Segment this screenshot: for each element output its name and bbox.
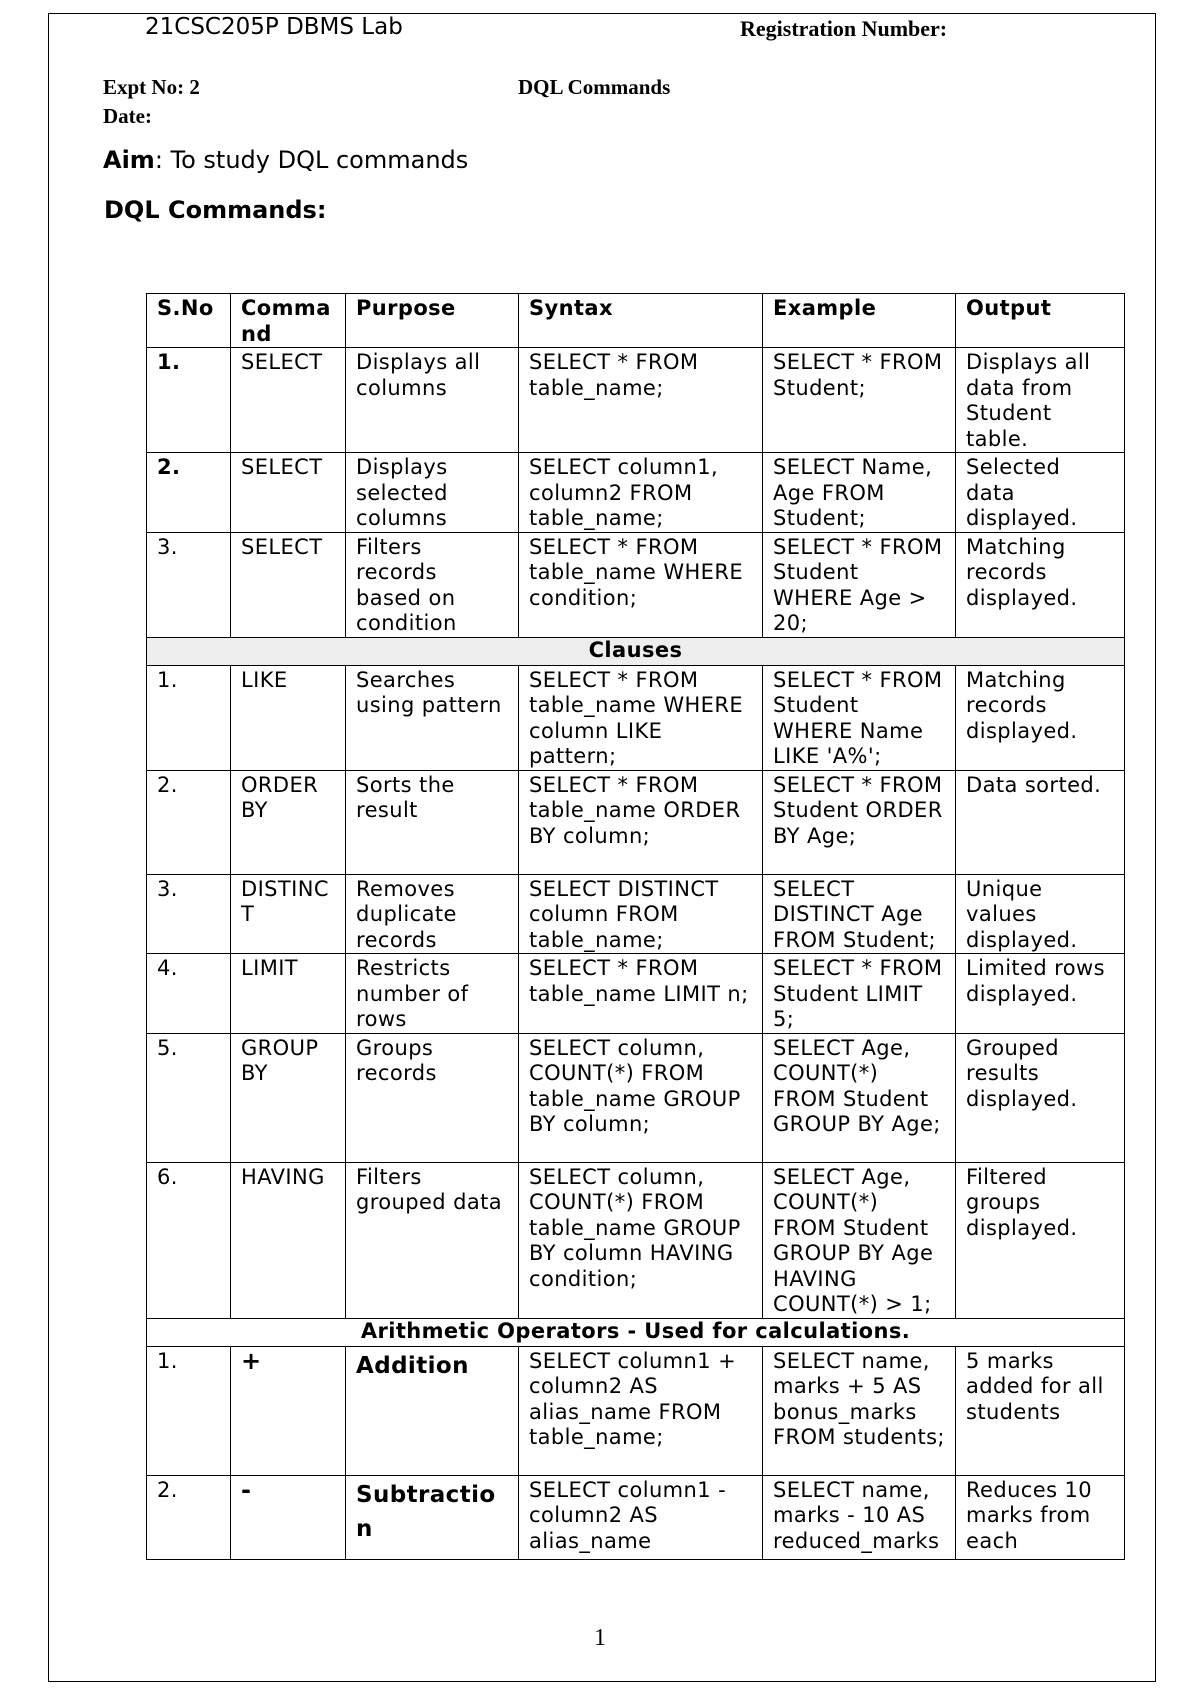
cell-command: GROUP BY [231, 1033, 346, 1162]
cell-purpose: Displays all columns [346, 348, 519, 453]
header-sno: S.No [147, 294, 231, 348]
cell-syntax: SELECT column, COUNT(*) FROM table_name GROUP BY column; [519, 1033, 763, 1162]
cell-output: Selected data displayed. [956, 453, 1125, 533]
header-command: Command [231, 294, 346, 348]
cell-syntax: SELECT column1, column2 FROM table_name; [519, 453, 763, 533]
cell-example: SELECT * FROM Student; [763, 348, 956, 453]
cell-operator: - [231, 1475, 346, 1559]
table-row [147, 1475, 1125, 1559]
cell-syntax: SELECT column1 - column2 AS alias_name [519, 1475, 763, 1559]
cell-sno: 3. [147, 532, 231, 637]
course-code: 21CSC205P DBMS Lab [145, 14, 403, 40]
cell-syntax: SELECT column1 + column2 AS alias_name FROM table_name; [519, 1346, 763, 1475]
table-row [147, 665, 1125, 770]
cell-example: SELECT Age, COUNT(*) FROM Student GROUP BY Age HAVING COUNT(*) > 1; [763, 1162, 956, 1318]
cell-command: LIMIT [231, 954, 346, 1034]
cell-purpose: Restricts number of rows [346, 954, 519, 1034]
table-row [147, 453, 1125, 533]
experiment-number: Expt No: 2 [103, 75, 200, 99]
date-label: Date: [103, 104, 152, 128]
registration-number-label: Registration Number: [740, 16, 948, 41]
page-number: 1 [594, 1625, 606, 1651]
cell-syntax: SELECT * FROM table_name WHERE condition; [519, 532, 763, 637]
cell-sno: 2. [147, 1475, 231, 1559]
cell-example: SELECT Age, COUNT(*) FROM Student GROUP BY Age; [763, 1033, 956, 1162]
cell-example: SELECT * FROM Student LIMIT 5; [763, 954, 956, 1034]
cell-command: HAVING [231, 1162, 346, 1318]
cell-purpose: Displays selected columns [346, 453, 519, 533]
arithmetic-section-row [147, 1318, 1125, 1346]
cell-output: Displays all data from Student table. [956, 348, 1125, 453]
cell-output: Unique values displayed. [956, 874, 1125, 954]
dql-commands-table [146, 293, 1125, 1560]
cell-sno: 1. [147, 665, 231, 770]
arithmetic-title: Arithmetic Operators - Used for calculations. [147, 1318, 1125, 1346]
cell-command: SELECT [231, 453, 346, 533]
header-example: Example [763, 294, 956, 348]
cell-example: SELECT Name, Age FROM Student; [763, 453, 956, 533]
cell-purpose: Sorts the result [346, 770, 519, 874]
cell-sno: 2. [147, 453, 231, 533]
cell-output: Filtered groups displayed. [956, 1162, 1125, 1318]
cell-example: SELECT DISTINCT Age FROM Student; [763, 874, 956, 954]
cell-syntax: SELECT * FROM table_name ORDER BY column; [519, 770, 763, 874]
table-row [147, 954, 1125, 1034]
cell-command: DISTINCT [231, 874, 346, 954]
cell-sno: 1. [147, 1346, 231, 1475]
cell-operator: + [231, 1346, 346, 1475]
cell-example: SELECT name, marks + 5 AS bonus_marks FROM students; [763, 1346, 956, 1475]
cell-output: Reduces 10 marks from each [956, 1475, 1125, 1559]
cell-purpose: Addition [346, 1346, 519, 1475]
table-header-row [147, 294, 1125, 348]
cell-syntax: SELECT DISTINCT column FROM table_name; [519, 874, 763, 954]
cell-syntax: SELECT * FROM table_name; [519, 348, 763, 453]
cell-command: ORDER BY [231, 770, 346, 874]
cell-command: LIKE [231, 665, 346, 770]
clauses-title: Clauses [147, 637, 1125, 665]
header-syntax: Syntax [519, 294, 763, 348]
cell-syntax: SELECT * FROM table_name LIMIT n; [519, 954, 763, 1034]
cell-purpose: Groups records [346, 1033, 519, 1162]
table-row [147, 770, 1125, 874]
cell-output: Data sorted. [956, 770, 1125, 874]
cell-example: SELECT * FROM Student WHERE Name LIKE 'A%'; [763, 665, 956, 770]
cell-sno: 4. [147, 954, 231, 1034]
cell-example: SELECT * FROM Student WHERE Age > 20; [763, 532, 956, 637]
table-row [147, 1346, 1125, 1475]
header-purpose: Purpose [346, 294, 519, 348]
aim-label: Aim [103, 146, 155, 174]
experiment-topic: DQL Commands [518, 75, 671, 99]
cell-purpose: Filters grouped data [346, 1162, 519, 1318]
cell-command: SELECT [231, 532, 346, 637]
aim-text: : To study DQL commands [154, 146, 469, 174]
cell-example: SELECT name, marks - 10 AS reduced_marks [763, 1475, 956, 1559]
table-row [147, 348, 1125, 453]
cell-sno: 5. [147, 1033, 231, 1162]
table-row [147, 1033, 1125, 1162]
cell-syntax: SELECT * FROM table_name WHERE column LIKE pattern; [519, 665, 763, 770]
cell-purpose: Searches using pattern [346, 665, 519, 770]
cell-output: 5 marks added for all students [956, 1346, 1125, 1475]
table-row [147, 874, 1125, 954]
table-row [147, 1162, 1125, 1318]
cell-purpose: Filters records based on condition [346, 532, 519, 637]
cell-purpose: Subtraction [346, 1475, 519, 1559]
cell-sno: 6. [147, 1162, 231, 1318]
cell-sno: 2. [147, 770, 231, 874]
cell-example: SELECT * FROM Student ORDER BY Age; [763, 770, 956, 874]
cell-output: Matching records displayed. [956, 532, 1125, 637]
cell-sno: 3. [147, 874, 231, 954]
cell-output: Matching records displayed. [956, 665, 1125, 770]
header-output: Output [956, 294, 1125, 348]
cell-purpose: Removes duplicate records [346, 874, 519, 954]
cell-sno: 1. [147, 348, 231, 453]
table-row [147, 532, 1125, 637]
aim-statement [103, 146, 468, 174]
clauses-section-row [147, 637, 1125, 665]
section-title: DQL Commands: [104, 196, 327, 224]
cell-command: SELECT [231, 348, 346, 453]
cell-output: Grouped results displayed. [956, 1033, 1125, 1162]
cell-output: Limited rows displayed. [956, 954, 1125, 1034]
cell-syntax: SELECT column, COUNT(*) FROM table_name GROUP BY column HAVING condition; [519, 1162, 763, 1318]
